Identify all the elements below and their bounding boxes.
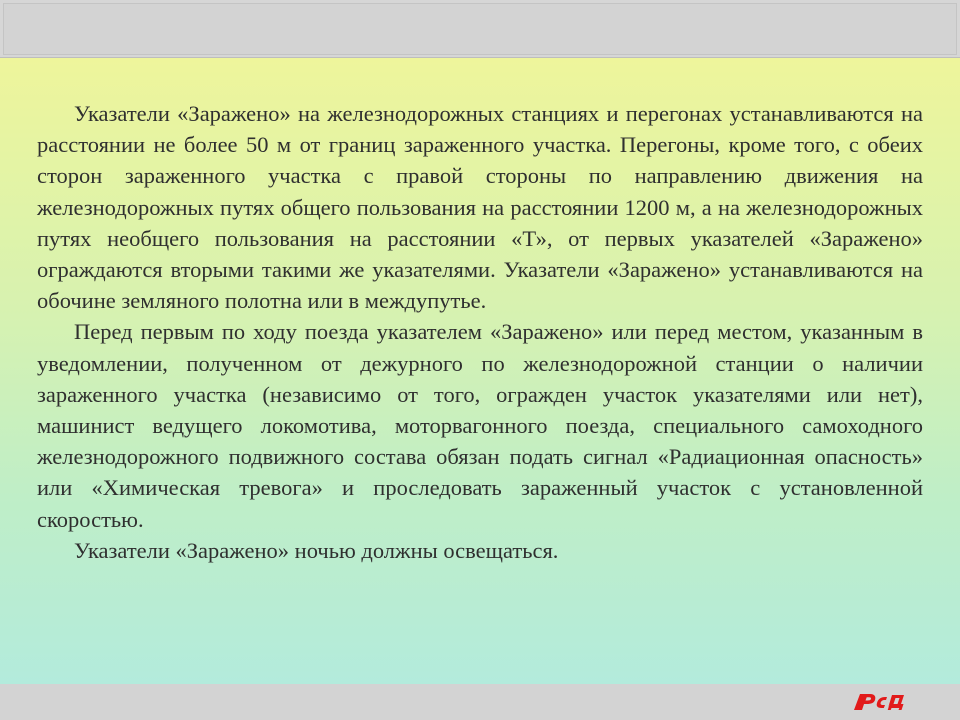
- bottom-footer-bar: [0, 684, 960, 720]
- top-header-panel: [3, 3, 957, 55]
- top-header-bar: [0, 0, 960, 58]
- paragraph-1: Указатели «Заражено» на железнодорожных станциях и перегонах устанавливаются на расстоянии не более 50 м от границ зараженного участка. Перегоны, кроме того, с обеих сторон зараженного участка с правой стороны по направлению движения на железнодорожных путях общего пользования на расстоянии 1200 м, а на железнодорожных путях необщего пользования на расстоянии «Т», от первых указателей «Заражено» ограждаются вторыми такими же указателями. Указатели «Заражено» устанавливаются на обочине земляного полотна или в междупутье.: [37, 101, 923, 314]
- paragraph-3: Указатели «Заражено» ночью должны освещаться.: [74, 537, 559, 563]
- slide-content-area: [0, 58, 960, 684]
- slide-text-block: [37, 98, 923, 566]
- paragraph-2: Перед первым по ходу поезда указателем «Заражено» или перед местом, указанным в уведомлении, полученном от дежурного по железнодорожной станции о наличии зараженного участка (независимо от того, огражден участок указателями или нет), машинист ведущего локомотива, моторвагонного поезда, специального самоходного железнодорожного подвижного состава обязан подать сигнал «Радиационная опасность» или «Химическая тревога» и проследовать зараженный участок с установленной скоростью.: [37, 319, 923, 532]
- rzd-logo-icon: [850, 689, 910, 713]
